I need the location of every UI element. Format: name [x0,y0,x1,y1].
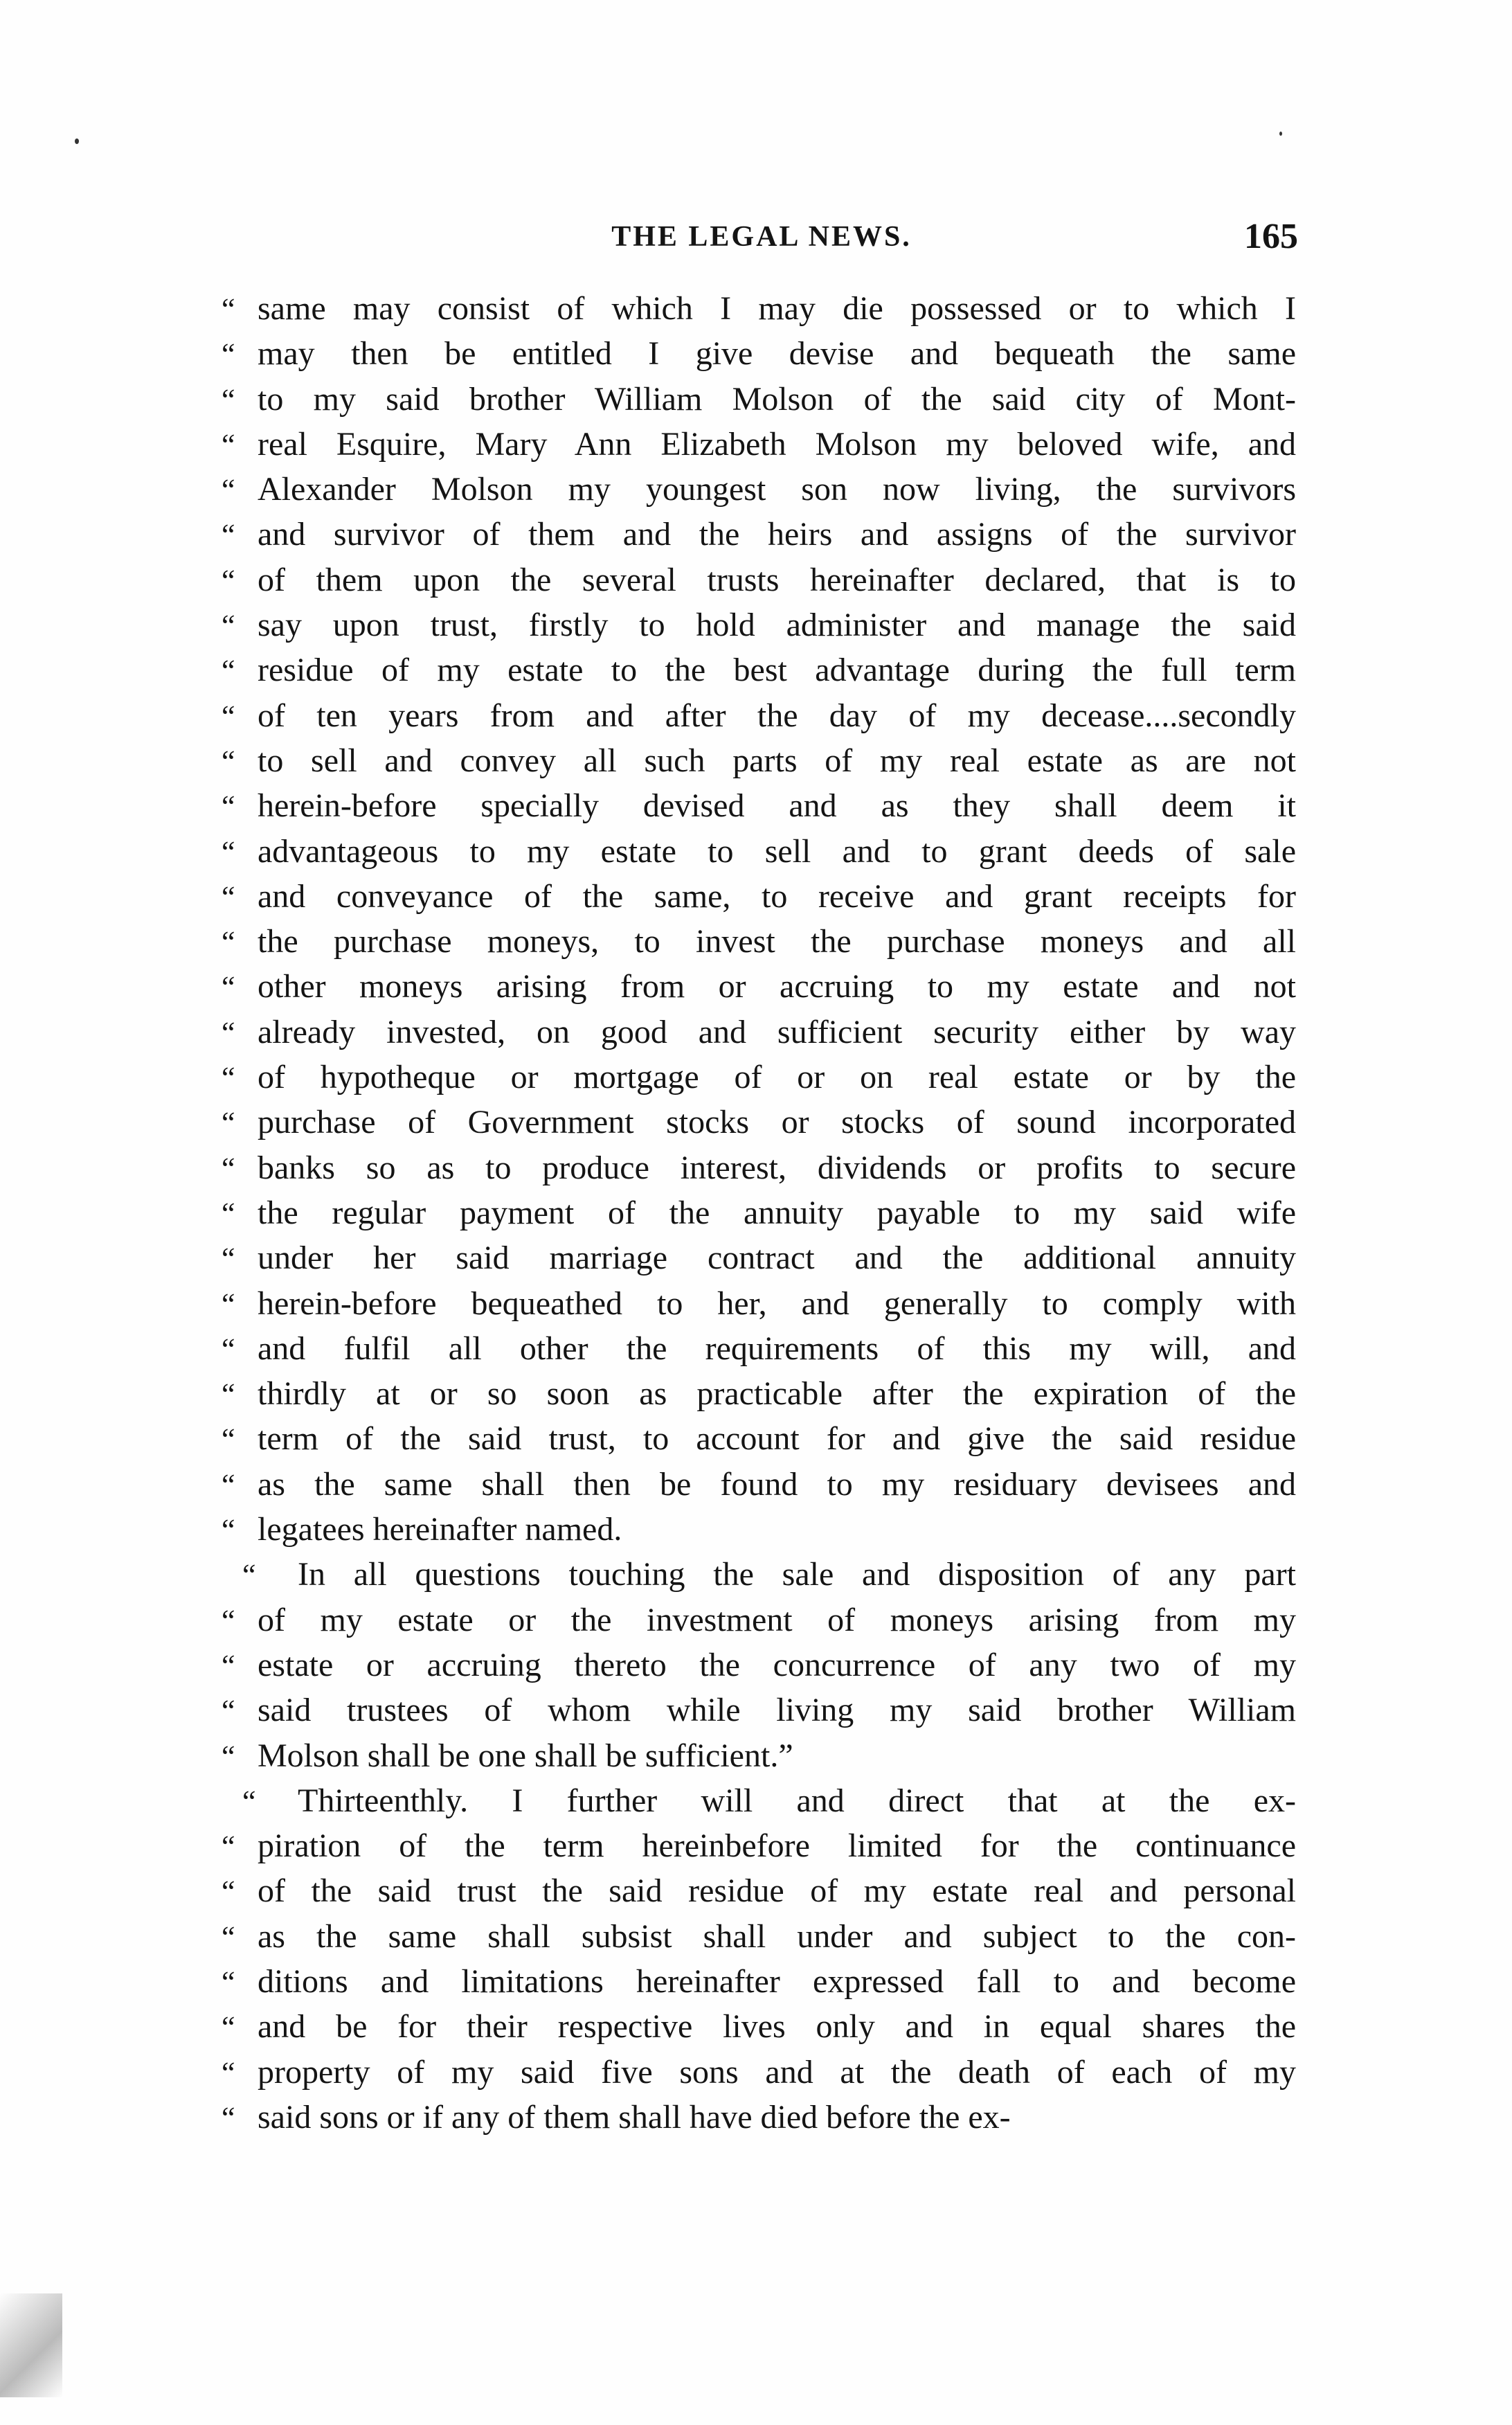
line-text: and fulfil all other the requirements of this my will, and [258,1330,1296,1367]
text-line [222,1465,1296,1510]
line-text: purchase of Government stocks or stocks of sound incorporated [258,1104,1296,1141]
text-line [222,1013,1296,1058]
paragraph [222,289,1296,1555]
quote-mark: “ [222,518,235,553]
line-text: other moneys arising from or accruing to my estate and not [258,968,1296,1005]
text-line [222,1827,1296,1872]
text-line [222,1420,1296,1465]
text-line [222,742,1296,787]
line-text: the regular payment of the annuity payable to my said wife [258,1194,1296,1231]
quote-mark: “ [222,654,235,688]
line-text: Molson shall be one shall be sufficient.” [258,1737,793,1774]
line-text: to my said brother William Molson of the said city of Mont- [258,380,1296,418]
quote-mark: “ [222,1015,235,1050]
quote-mark: “ [242,1784,256,1818]
quote-mark: “ [222,1513,235,1548]
text-line [222,651,1296,696]
quote-mark: “ [222,789,235,824]
quote-mark: “ [222,1467,235,1502]
quote-mark: “ [222,970,235,1005]
line-text: and survivor of them and the heirs and assigns of the survivor [258,516,1296,553]
quote-mark: “ [222,1422,235,1457]
text-line [222,1239,1296,1284]
text-line [222,2098,1296,2143]
line-text: piration of the term hereinbefore limited for the continuance [258,1827,1296,1865]
text-line [222,606,1296,651]
line-text: Thirteenthly. I further will and direct that at the ex- [298,1782,1296,1819]
text-line [222,1375,1296,1420]
quote-mark: “ [222,834,235,869]
quote-mark: “ [222,1965,235,1999]
text-line [222,1194,1296,1239]
line-text: thirdly at or so soon as practicable after the expiration of the [258,1375,1296,1413]
quote-mark: “ [222,1332,235,1366]
line-text: under her said marriage contract and the additional annuity [258,1240,1296,1277]
text-line [222,1103,1296,1148]
line-text: and conveyance of the same, to receive and grant receipts for [258,877,1296,915]
text-line [222,877,1296,922]
running-title: THE LEGAL NEWS. [611,221,912,253]
line-text: of my estate or the investment of moneys arising from my [258,1601,1296,1638]
line-text: already invested, on good and sufficient security either by way [258,1013,1296,1050]
text-line [222,1691,1296,1736]
text-line [222,1555,1296,1600]
line-text: ditions and limitations hereinafter expressed fall to and become [258,1962,1296,2000]
text-line [222,561,1296,606]
line-text: Alexander Molson my youngest son now living, the survivors [258,471,1296,508]
text-line [222,922,1296,967]
page-number: 165 [1244,217,1298,256]
text-line [222,1058,1296,1103]
quote-mark: “ [222,1874,235,1909]
quote-mark: “ [222,609,235,643]
text-line [222,380,1296,425]
text-line [222,2053,1296,2098]
body-text [222,289,1296,2143]
line-text: residue of my estate to the best advantage during the full term [258,652,1296,689]
quote-mark: “ [222,2010,235,2045]
line-text: of ten years from and after the day of my decease....secondly [258,697,1296,734]
text-line [222,1646,1296,1691]
text-line [222,697,1296,742]
text-line [222,1149,1296,1194]
quote-mark: “ [222,337,235,372]
line-text: herein-before specially devised and as they shall deem it [258,787,1296,825]
line-text: said sons or if any of them shall have died before the ex- [258,2098,1011,2136]
quote-mark: “ [222,563,235,598]
line-text: said trustees of whom while living my said brother William [258,1692,1296,1729]
quote-mark: “ [222,1287,235,1321]
paragraph [222,1555,1296,1781]
line-text: estate or accruing thereto the concurrence of any two of my [258,1646,1296,1683]
text-line [222,425,1296,470]
quote-mark: “ [222,1739,235,1773]
text-line [222,1510,1296,1555]
text-line [222,1962,1296,2007]
quote-mark: “ [222,1242,235,1276]
line-text: legatees hereinafter named. [258,1511,622,1548]
quote-mark: “ [222,1603,235,1638]
line-text: as the same shall then be found to my residuary devisees and [258,1465,1296,1503]
quote-mark: “ [222,744,235,778]
line-text: as the same shall subsist shall under and subject to the con- [258,1917,1296,1955]
text-line [222,1330,1296,1375]
paragraph [222,1782,1296,2143]
text-line [222,832,1296,877]
line-text: In all questions touching the sale and disposition of any part [298,1556,1296,1593]
text-line [222,289,1296,334]
line-text: of hypotheque or mortgage of or on real estate or by the [258,1059,1296,1096]
line-text: the purchase moneys, to invest the purchase moneys and all [258,923,1296,960]
text-line [222,515,1296,560]
line-text: property of my said five sons and at the death of each of my [258,2053,1296,2091]
line-text: herein-before bequeathed to her, and generally to comply with [258,1285,1296,1322]
quote-mark: “ [222,1694,235,1728]
quote-mark: “ [222,925,235,960]
quote-mark: “ [222,1106,235,1140]
text-line [222,967,1296,1012]
text-line [222,470,1296,515]
line-text: banks so as to produce interest, dividends or profits to secure [258,1149,1296,1186]
line-text: and be for their respective lives only and in equal shares the [258,2008,1296,2046]
line-text: same may consist of which I may die possessed or to which I [258,290,1296,327]
quote-mark: “ [222,473,235,508]
text-line [222,334,1296,379]
line-text: to sell and convey all such parts of my real estate as are not [258,742,1296,779]
line-text: of them upon the several trusts hereinafter declared, that is to [258,561,1296,598]
line-text: advantageous to my estate to sell and to grant deeds of sale [258,832,1296,870]
line-text: of the said trust the said residue of my estate real and personal [258,1872,1296,1910]
text-line [222,1601,1296,1646]
quote-mark: “ [222,699,235,733]
text-line [222,1872,1296,1917]
quote-mark: “ [222,1920,235,1954]
line-text: say upon trust, firstly to hold administer and manage the said [258,607,1296,644]
quote-mark: “ [222,2100,235,2135]
quote-mark: “ [222,1061,235,1095]
text-line [222,2007,1296,2052]
scan-speck [1279,132,1282,136]
quote-mark: “ [222,1648,235,1683]
line-text: real Esquire, Mary Ann Elizabeth Molson my beloved wife, and [258,425,1296,463]
text-line [222,1917,1296,1962]
text-line [222,1782,1296,1827]
text-line [222,1737,1296,1782]
scan-edge-shadow [0,2293,62,2397]
quote-mark: “ [222,1151,235,1185]
page-header [225,217,1298,262]
line-text: term of the said trust, to account for and give the said residue [258,1420,1296,1458]
quote-mark: “ [222,382,235,417]
quote-mark: “ [222,1829,235,1864]
text-line [222,1285,1296,1330]
text-line [222,787,1296,832]
scan-speck [75,138,79,144]
quote-mark: “ [222,879,235,914]
line-text: may then be entitled I give devise and bequeath the same [258,335,1296,373]
quote-mark: “ [222,1377,235,1412]
quote-mark: “ [222,292,235,326]
quote-mark: “ [242,1558,256,1593]
quote-mark: “ [222,2055,235,2090]
quote-mark: “ [222,1196,235,1231]
quote-mark: “ [222,427,235,462]
